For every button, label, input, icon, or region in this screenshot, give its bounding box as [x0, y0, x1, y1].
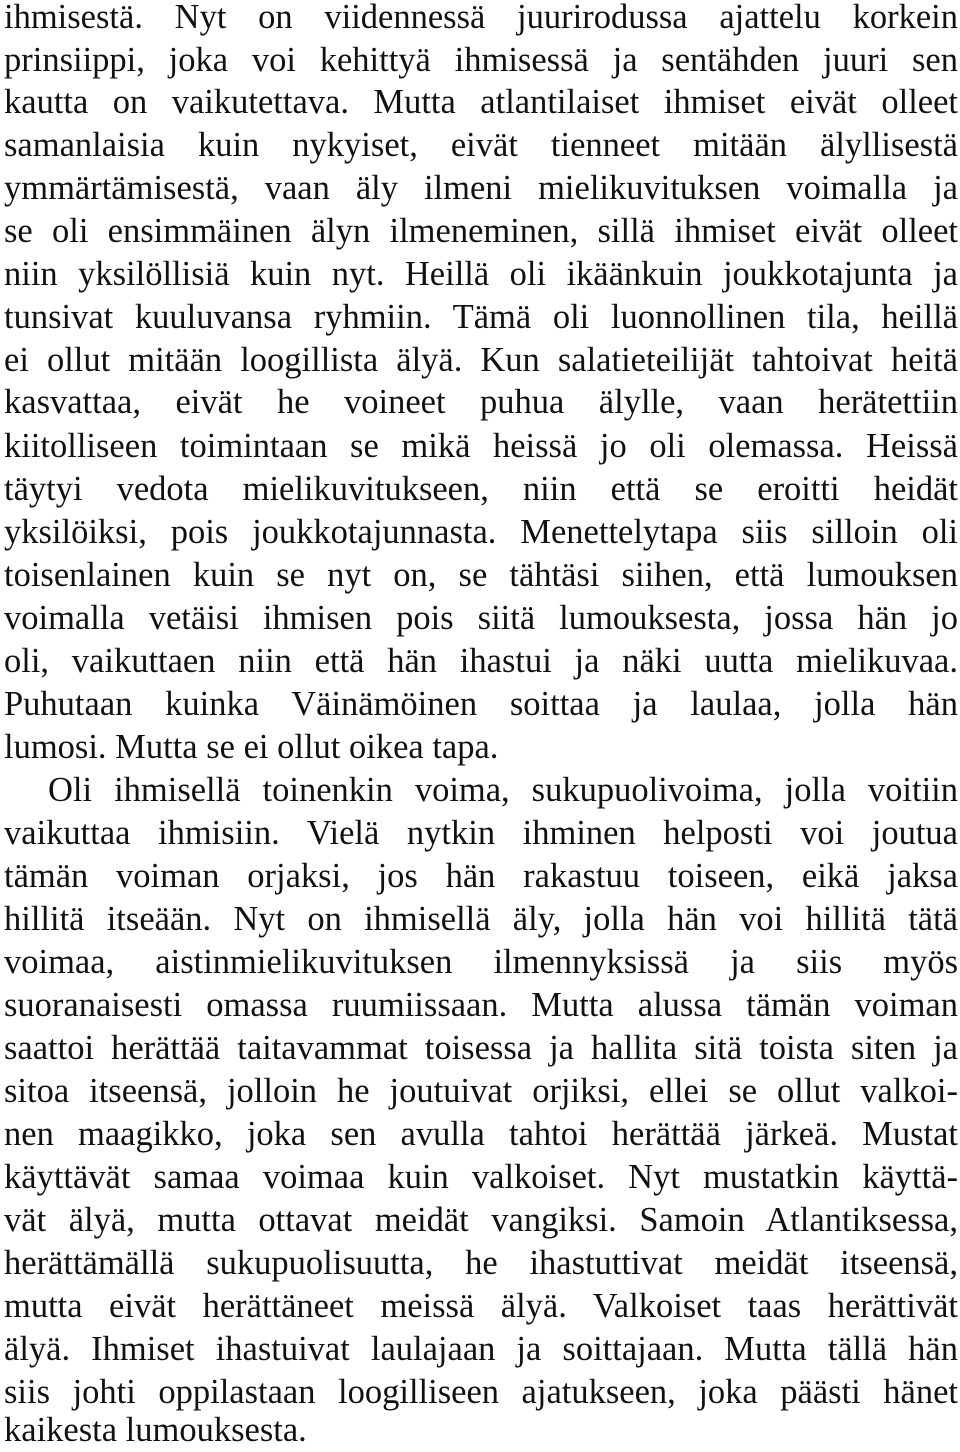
text-line: herättämällä sukupuolisuutta, he ihastuttivat meidät itseensä, — [4, 1244, 958, 1282]
text-line: vät älyä, mutta ottavat meidät vangiksi. Samoin Atlantiksessa, — [4, 1201, 958, 1239]
text-line: nen maagikko, joka sen avulla tahtoi herättää järkeä. Mustat — [4, 1115, 958, 1153]
text-line: se oli ensimmäinen älyn ilmeneminen, sillä ihmiset eivät olleet — [4, 212, 958, 250]
text-line: samanlaisia kuin nykyiset, eivät tienneet mitään älyllisestä — [4, 126, 958, 164]
text-line: yksilöiksi, pois joukkotajunnasta. Menettelytapa siis silloin oli — [4, 513, 958, 551]
text-line: voimaa, aistinmielikuvituksen ilmennyksissä ja siis myös — [4, 943, 958, 981]
text-line: ei ollut mitään loogillista älyä. Kun salatieteilijät tahtoivat heitä — [4, 341, 958, 379]
text-line: prinsiippi, joka voi kehittyä ihmisessä ja sentähden juuri sen — [4, 41, 958, 79]
text-line: siis johti oppilastaan loogilliseen ajatukseen, joka päästi hänet — [4, 1373, 958, 1411]
text-line: täytyi vedota mielikuvitukseen, niin että se eroitti heidät — [4, 470, 958, 508]
text-line: tämän voiman orjaksi, jos hän rakastuu toiseen, eikä jaksa — [4, 857, 958, 895]
text-line: kautta on vaikutettava. Mutta atlantilaiset ihmiset eivät olleet — [4, 83, 958, 121]
text-line: voimalla vetäisi ihmisen pois siitä lumouksesta, jossa hän jo — [4, 599, 958, 637]
text-line: käyttävät samaa voimaa kuin valkoiset. Nyt mustatkin käyttä- — [4, 1158, 958, 1196]
text-line: kiitolliseen toimintaan se mikä heissä jo oli olemassa. Heissä — [4, 427, 958, 465]
text-line: tunsivat kuuluvansa ryhmiin. Tämä oli luonnollinen tila, heillä — [4, 298, 958, 336]
text-line: hillitä itseään. Nyt on ihmisellä äly, jolla hän voi hillitä tätä — [4, 900, 958, 938]
text-line: vaikuttaa ihmisiin. Vielä nytkin ihminen helposti voi joutua — [4, 814, 958, 852]
text-line: mutta eivät herättäneet meissä älyä. Valkoiset taas herättivät — [4, 1287, 958, 1325]
text-line: ihmisestä. Nyt on viidennessä juurirodussa ajattelu korkein — [4, 0, 958, 36]
text-line: kaikesta lumouksesta. — [4, 1411, 307, 1449]
text-line: kasvattaa, eivät he voineet puhua älylle, vaan herätettiin — [4, 383, 958, 421]
text-line: niin yksilöllisiä kuin nyt. Heillä oli ikäänkuin joukkotajunta ja — [4, 255, 958, 293]
text-line: sitoa itseensä, jolloin he joutuivat orjiksi, ellei se ollut valkoi- — [4, 1072, 958, 1110]
text-line: lumosi. Mutta se ei ollut oikea tapa. — [4, 728, 499, 766]
text-line: ymmärtämisestä, vaan äly ilmeni mielikuvituksen voimalla ja — [4, 169, 958, 207]
text-line: saattoi herättää taitavammat toisessa ja hallita sitä toista siten ja — [4, 1029, 958, 1067]
text-line: älyä. Ihmiset ihastuivat laulajaan ja soittajaan. Mutta tällä hän — [4, 1330, 958, 1368]
text-line: toisenlainen kuin se nyt on, se tähtäsi siihen, että lumouksen — [4, 556, 958, 594]
text-line: suoranaisesti omassa ruumiissaan. Mutta alussa tämän voiman — [4, 986, 958, 1024]
paragraph-first-line: Oli ihmisellä toinenkin voima, sukupuolivoima, jolla voitiin — [48, 771, 958, 809]
text-line: oli, vaikuttaen niin että hän ihastui ja näki uutta mielikuvaa. — [4, 642, 958, 680]
text-line: Puhutaan kuinka Väinämöinen soittaa ja laulaa, jolla hän — [4, 685, 958, 723]
